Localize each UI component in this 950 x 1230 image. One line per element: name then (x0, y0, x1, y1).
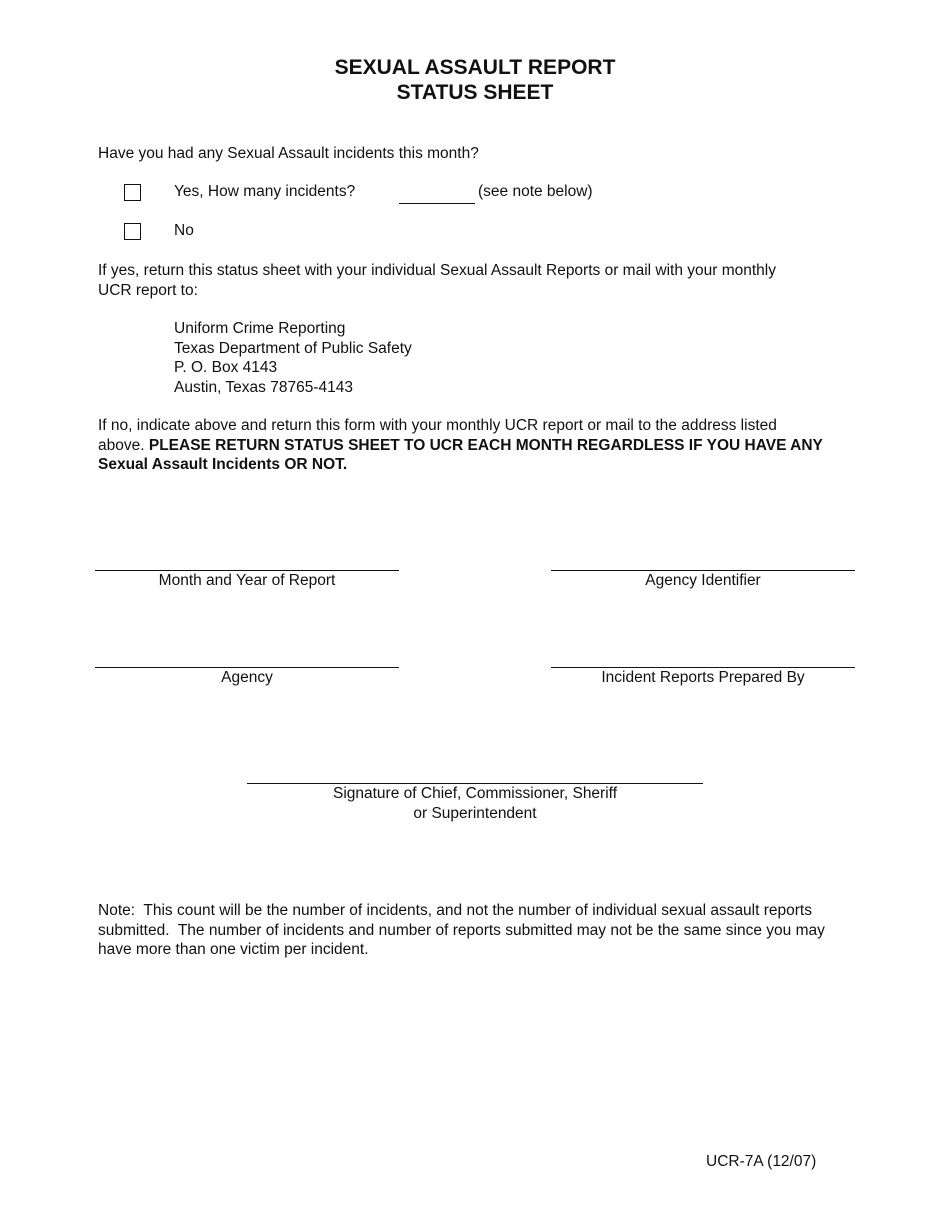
return-notice-end: Sexual Assault Incidents OR NOT. (98, 456, 348, 473)
note-line-1: Note: This count will be the number of incidents, and not the number of individual sexual assault reports (98, 902, 812, 919)
if-yes-line-2: UCR report to: (98, 281, 198, 299)
yes-label: Yes, How many incidents? (174, 183, 356, 200)
if-yes-instructions (98, 261, 858, 300)
chief-signature-label (247, 784, 703, 823)
note-line-2: submitted. The number of incidents and number of reports submitted may not be the same since you may (98, 921, 825, 939)
prepared-by-label: Incident Reports Prepared By (601, 669, 805, 686)
return-each-month-notice: PLEASE RETURN STATUS SHEET TO UCR EACH MONTH REGARDLESS IF YOU HAVE ANY (148, 436, 823, 454)
address-line-3: P. O. Box 4143 (174, 359, 278, 376)
see-note-text: (see note below) (478, 183, 593, 200)
address-line-1: Uniform Crime Reporting (174, 320, 346, 337)
no-label: No (174, 222, 194, 239)
agency-label: Agency (221, 669, 273, 686)
address-line-4: Austin, Texas 78765-4143 (174, 378, 353, 396)
page-title (0, 55, 950, 105)
if-no-line-3 (98, 455, 878, 475)
title-line-1: SEXUAL ASSAULT REPORT (334, 56, 616, 79)
incident-question: Have you had any Sexual Assault incidents this month? (98, 145, 479, 162)
mailing-address (174, 319, 412, 397)
title-line-2: STATUS SHEET (396, 81, 554, 104)
month-year-label: Month and Year of Report (158, 572, 336, 589)
chief-signature-label-line-1: Signature of Chief, Commissioner, Sheriff (332, 785, 617, 802)
if-no-line-2 (98, 436, 878, 456)
if-no-line-2-prefix: above. (98, 436, 149, 454)
address-line-2: Texas Department of Public Safety (174, 339, 412, 357)
if-no-instructions (98, 416, 878, 475)
agency-identifier-label: Agency Identifier (645, 572, 761, 589)
if-yes-line-1: If yes, return this status sheet with your individual Sexual Assault Reports or mail with your monthly (98, 262, 776, 279)
note-line-3: have more than one victim per incident. (98, 941, 369, 958)
count-note (98, 901, 888, 960)
yes-checkbox[interactable] (124, 184, 141, 201)
if-no-line-1: If no, indicate above and return this form with your monthly UCR report or mail to the address listed (98, 417, 777, 434)
chief-signature-label-line-2: or Superintendent (413, 804, 537, 822)
form-number: UCR-7A (12/07) (706, 1153, 817, 1170)
incident-count-field[interactable] (399, 203, 475, 204)
no-checkbox[interactable] (124, 223, 141, 240)
